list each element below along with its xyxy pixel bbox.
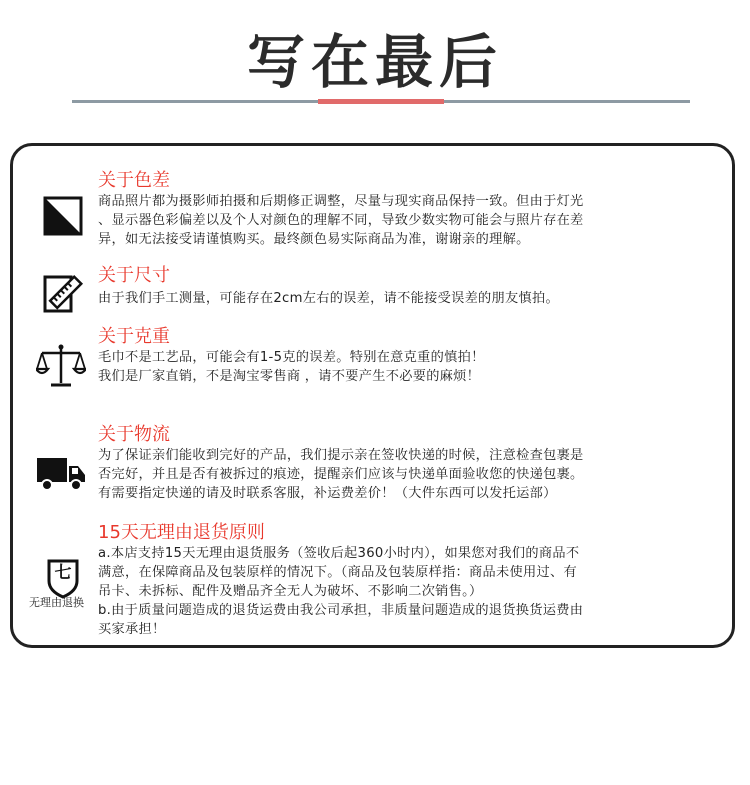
scale-icon xyxy=(33,338,89,394)
body-line: 由于我们手工测量，可能存在2cm左右的误差，请不能接受误差的朋友慎拍。 xyxy=(98,291,559,306)
color-difference-icon xyxy=(35,188,91,244)
body-line: 为了保证亲们能收到完好的产品，我们提示亲在签收快递的时候，注意检查包裹是 xyxy=(98,448,584,463)
section-heading: 关于尺寸 xyxy=(98,265,170,286)
body-line: a.本店支持15天无理由退货服务（签收后起360小时内），如果您对我们的商品不 xyxy=(98,546,580,561)
section-heading: 15天无理由退货原则 xyxy=(98,522,265,543)
body-line: b.由于质量问题造成的退货运费由我公司承担，非质量问题造成的退货换货运费由 xyxy=(98,603,584,618)
section-heading: 关于物流 xyxy=(98,424,170,445)
title-accent-bar xyxy=(318,99,444,104)
body-line: 吊卡、未拆标、配件及赠品齐全无人为破坏、不影响二次销售。） xyxy=(98,584,483,599)
body-line: 买家承担！ xyxy=(98,622,166,637)
section-heading: 关于克重 xyxy=(98,326,170,347)
body-line: 我们是厂家直销，不是淘宝零售商 ，请不要产生不必要的麻烦！ xyxy=(98,369,481,384)
body-line: 有需要指定快递的请及时联系客服，补运费差价！（大件东西可以发托运部） xyxy=(98,486,557,501)
page-title: 写在最后 xyxy=(246,28,503,96)
body-line: 满意，在保障商品及包装原样的情况下。（商品及包装原样指：商品未使用过、有 xyxy=(98,565,577,580)
section-heading: 关于色差 xyxy=(98,170,170,191)
notice-card xyxy=(10,143,735,648)
return-icon-glyph: 七 xyxy=(54,563,72,583)
section-body xyxy=(98,446,698,503)
body-line: 异，如无法接受请谨慎购买。最终颜色易实际商品为准，谢谢亲的理解。 xyxy=(98,232,530,247)
section-body xyxy=(98,348,698,386)
body-line: 商品照片都为摄影师拍摄和后期修正调整，尽量与现实商品保持一致。但由于灯光 xyxy=(98,194,584,209)
body-line: 毛巾不是工艺品，可能会有1-5克的误差。特别在意克重的慎拍！ xyxy=(98,350,485,365)
ruler-icon xyxy=(35,265,91,321)
return-icon-caption: 无理由退换 xyxy=(29,596,84,609)
body-line: 否完好，并且是否有被拆过的痕迹，提醒亲们应该与快递单面验收您的快递包裹。 xyxy=(98,467,584,482)
body-line: 、显示器色彩偏差以及个人对颜色的理解不同，导致少数实物可能会与照片存在差 xyxy=(98,213,584,228)
delivery-truck-icon xyxy=(33,446,89,502)
section-body xyxy=(98,289,698,308)
section-body xyxy=(98,544,698,639)
section-body xyxy=(98,192,698,249)
